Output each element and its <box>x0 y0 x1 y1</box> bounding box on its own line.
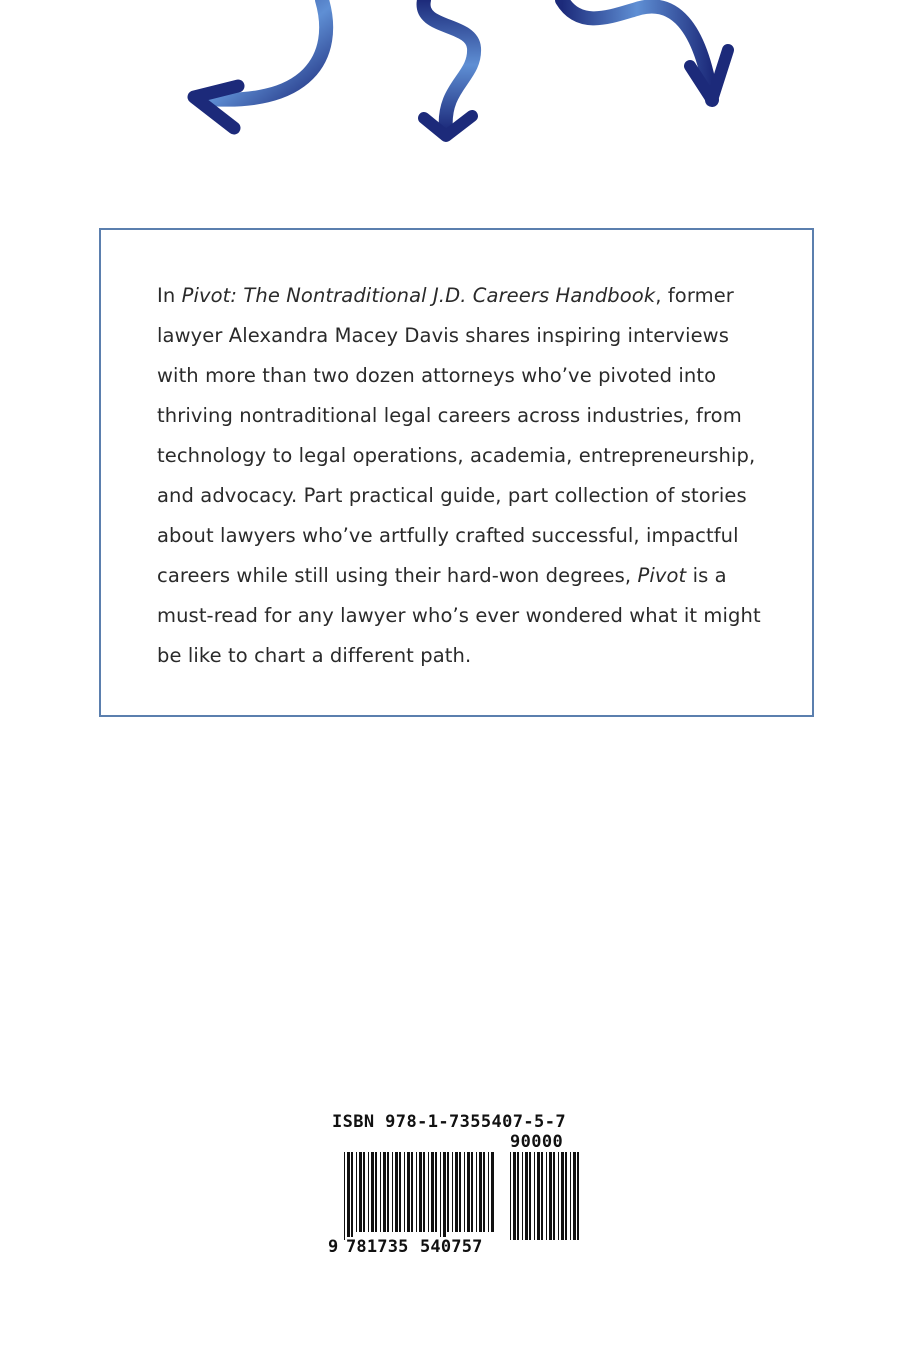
barcode-left-digits: 781735 <box>346 1237 409 1257</box>
barcode-lead-digit: 9 <box>328 1237 339 1257</box>
barcode-bar <box>431 1152 434 1232</box>
barcode-bar <box>435 1152 437 1232</box>
barcode-bar <box>455 1152 458 1232</box>
barcode-bar <box>407 1152 410 1232</box>
barcode-bar <box>558 1152 559 1240</box>
right-arrow-icon <box>562 0 728 100</box>
barcode-bar <box>553 1152 555 1240</box>
barcode-bar <box>380 1152 381 1232</box>
barcode-bar <box>351 1152 353 1240</box>
blurb-text <box>157 276 777 676</box>
barcode-bar <box>375 1152 377 1232</box>
barcode-bar <box>344 1152 345 1240</box>
barcode-bar <box>356 1152 357 1232</box>
barcode-bar <box>392 1152 393 1232</box>
barcode-bar <box>440 1152 441 1240</box>
barcode-bar <box>476 1152 477 1232</box>
book-title: Pivot: The Nontraditional J.D. Careers Handbook <box>181 284 656 307</box>
barcode-bar <box>359 1152 362 1232</box>
barcode-bar <box>347 1152 350 1240</box>
left-arrow-icon <box>194 0 326 128</box>
barcode-bar <box>371 1152 374 1232</box>
barcode-bar <box>395 1152 398 1232</box>
barcode-bar <box>479 1152 482 1232</box>
barcode-bar <box>573 1152 576 1240</box>
barcode-bars <box>326 1152 596 1247</box>
barcode-bar <box>577 1152 579 1240</box>
book-short-title: Pivot <box>637 564 687 587</box>
barcode-bar <box>534 1152 535 1240</box>
middle-arrow-icon <box>424 0 475 136</box>
barcode-bar <box>537 1152 540 1240</box>
barcode-bar <box>383 1152 386 1232</box>
barcode-bar <box>529 1152 531 1240</box>
blurb-box <box>99 228 814 717</box>
barcode-bar <box>561 1152 564 1240</box>
blurb-intro: In <box>157 284 182 307</box>
barcode-bar <box>488 1152 489 1232</box>
barcode-bar <box>363 1152 365 1232</box>
isbn-label: ISBN 978-1-7355407-5-7 <box>332 1112 566 1132</box>
blurb-body-1: , former lawyer Alexandra Macey Davis shares inspiring interviews with more than two dozen attorneys who’ve pivoted into thriving nontraditional legal careers across industries, from technology to legal operations, academia, entrepreneurship, and advocacy. Part practical guide, part collection of stories about lawyers who’ve artfully crafted successful, impactful careers while still using their hard-won degrees, <box>157 284 756 587</box>
barcode-bar <box>570 1152 571 1240</box>
barcode-bar <box>467 1152 470 1232</box>
barcode-bar <box>411 1152 413 1232</box>
barcode-bar <box>459 1152 461 1232</box>
barcode-bar <box>368 1152 369 1232</box>
barcode-bar <box>428 1152 429 1232</box>
barcode-bar <box>416 1152 417 1232</box>
barcode-bar <box>541 1152 543 1240</box>
barcode-bar <box>423 1152 425 1232</box>
barcode-bar <box>525 1152 528 1240</box>
barcode-bar <box>517 1152 519 1240</box>
barcode-bar <box>399 1152 401 1232</box>
barcode-bar <box>522 1152 523 1240</box>
barcode-right-digits: 540757 <box>420 1237 483 1257</box>
barcode-bar <box>464 1152 465 1232</box>
barcode-bar <box>387 1152 389 1232</box>
barcode-bar <box>452 1152 453 1232</box>
barcode-bar <box>471 1152 473 1232</box>
decorative-arrows <box>0 0 907 160</box>
price-code: 90000 <box>510 1132 564 1152</box>
barcode-bar <box>447 1152 449 1232</box>
barcode-bar <box>491 1152 494 1232</box>
isbn-barcode <box>326 1112 596 1262</box>
barcode-bar <box>419 1152 422 1232</box>
barcode-bar <box>510 1152 511 1240</box>
barcode-bar <box>404 1152 405 1232</box>
blurb-body-2: is a must-read for any lawyer who’s ever wondered what it might be like to chart a different path. <box>157 564 761 667</box>
barcode-bar <box>443 1152 446 1240</box>
barcode-bar <box>549 1152 552 1240</box>
barcode-bar <box>513 1152 516 1240</box>
barcode-bar <box>483 1152 485 1232</box>
barcode-bar <box>565 1152 567 1240</box>
barcode-bar <box>546 1152 547 1240</box>
